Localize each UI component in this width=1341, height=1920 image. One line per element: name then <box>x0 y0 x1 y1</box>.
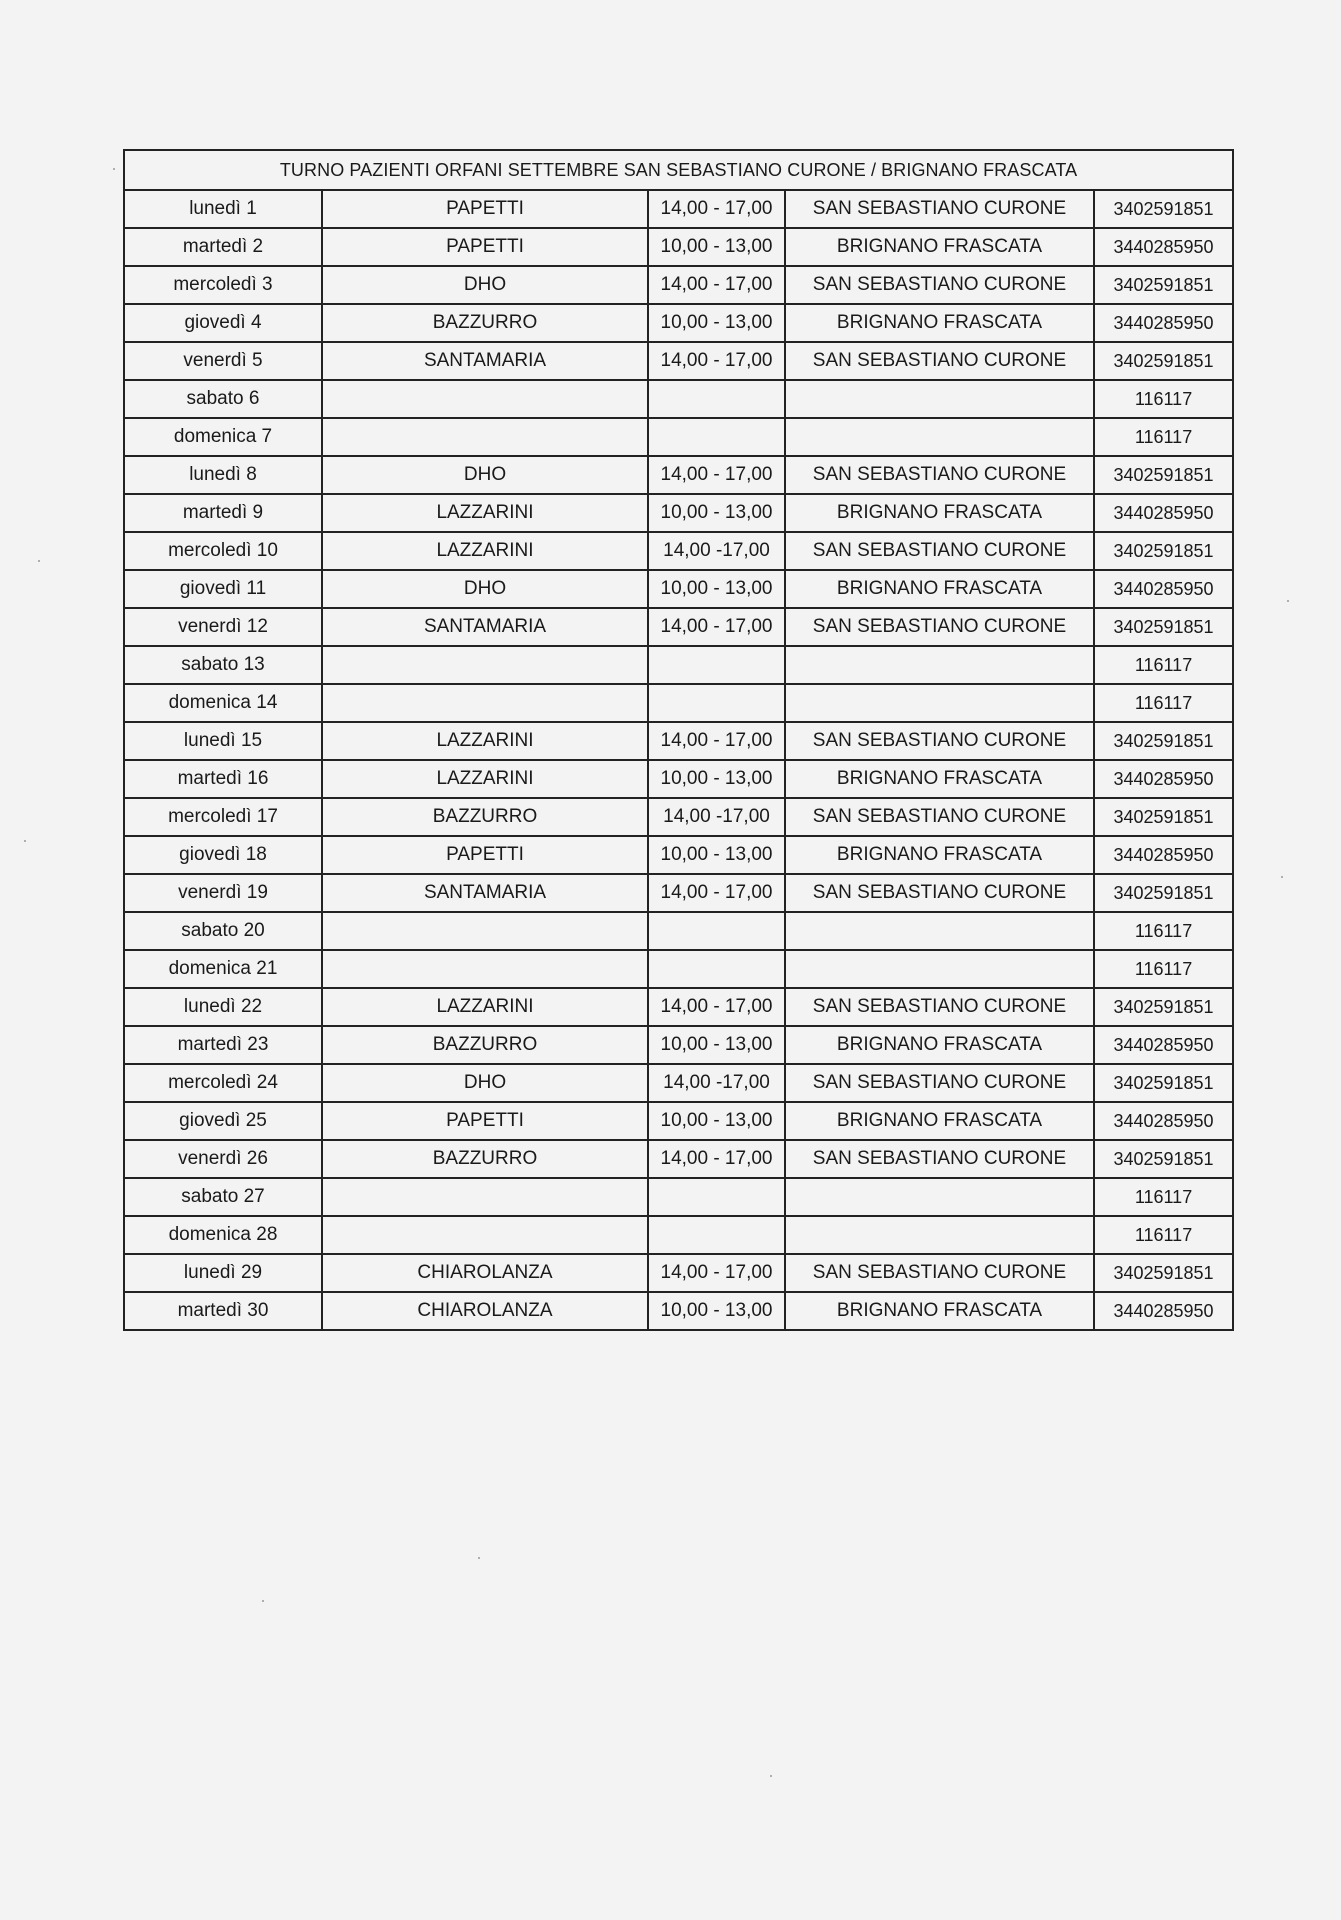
doctor-cell <box>322 912 648 950</box>
location-cell: SAN SEBASTIANO CURONE <box>785 1254 1094 1292</box>
hours-cell <box>648 1178 785 1216</box>
scan-speck <box>262 1600 264 1602</box>
table-row <box>124 684 1233 722</box>
location-cell <box>785 1216 1094 1254</box>
day-cell: sabato 27 <box>124 1178 322 1216</box>
day-cell: lunedì 8 <box>124 456 322 494</box>
phone-cell: 3402591851 <box>1094 1064 1233 1102</box>
day-cell: domenica 14 <box>124 684 322 722</box>
location-cell: BRIGNANO FRASCATA <box>785 228 1094 266</box>
phone-cell: 3402591851 <box>1094 874 1233 912</box>
day-cell: sabato 20 <box>124 912 322 950</box>
day-cell: giovedì 25 <box>124 1102 322 1140</box>
title-row <box>124 150 1233 190</box>
doctor-cell: BAZZURRO <box>322 798 648 836</box>
schedule-body <box>124 150 1233 1330</box>
phone-cell: 116117 <box>1094 1178 1233 1216</box>
phone-cell: 3440285950 <box>1094 304 1233 342</box>
phone-cell: 3440285950 <box>1094 1026 1233 1064</box>
table-row <box>124 380 1233 418</box>
hours-cell: 10,00 - 13,00 <box>648 1102 785 1140</box>
doctor-cell: BAZZURRO <box>322 1140 648 1178</box>
location-cell: BRIGNANO FRASCATA <box>785 836 1094 874</box>
hours-cell: 10,00 - 13,00 <box>648 1026 785 1064</box>
day-cell: lunedì 29 <box>124 1254 322 1292</box>
location-cell: SAN SEBASTIANO CURONE <box>785 532 1094 570</box>
table-row <box>124 646 1233 684</box>
doctor-cell <box>322 418 648 456</box>
day-cell: venerdì 19 <box>124 874 322 912</box>
table-row <box>124 1292 1233 1330</box>
hours-cell: 14,00 - 17,00 <box>648 988 785 1026</box>
scan-speck <box>478 1557 480 1559</box>
day-cell: giovedì 4 <box>124 304 322 342</box>
scan-speck <box>1287 600 1289 602</box>
hours-cell <box>648 418 785 456</box>
day-cell: sabato 13 <box>124 646 322 684</box>
location-cell: SAN SEBASTIANO CURONE <box>785 266 1094 304</box>
phone-cell: 3440285950 <box>1094 494 1233 532</box>
phone-cell: 116117 <box>1094 418 1233 456</box>
hours-cell <box>648 950 785 988</box>
day-cell: domenica 21 <box>124 950 322 988</box>
day-cell: mercoledì 17 <box>124 798 322 836</box>
day-cell: mercoledì 3 <box>124 266 322 304</box>
table-row <box>124 494 1233 532</box>
doctor-cell: LAZZARINI <box>322 760 648 798</box>
phone-cell: 3440285950 <box>1094 760 1233 798</box>
doctor-cell <box>322 646 648 684</box>
day-cell: lunedì 22 <box>124 988 322 1026</box>
doctor-cell: CHIAROLANZA <box>322 1254 648 1292</box>
phone-cell: 3440285950 <box>1094 836 1233 874</box>
hours-cell: 10,00 - 13,00 <box>648 1292 785 1330</box>
hours-cell: 10,00 - 13,00 <box>648 304 785 342</box>
doctor-cell: SANTAMARIA <box>322 342 648 380</box>
table-row <box>124 760 1233 798</box>
doctor-cell: BAZZURRO <box>322 1026 648 1064</box>
table-row <box>124 1178 1233 1216</box>
doctor-cell: LAZZARINI <box>322 494 648 532</box>
table-row <box>124 342 1233 380</box>
day-cell: giovedì 18 <box>124 836 322 874</box>
location-cell: SAN SEBASTIANO CURONE <box>785 342 1094 380</box>
day-cell: mercoledì 24 <box>124 1064 322 1102</box>
hours-cell: 10,00 - 13,00 <box>648 760 785 798</box>
hours-cell: 14,00 - 17,00 <box>648 190 785 228</box>
location-cell: SAN SEBASTIANO CURONE <box>785 722 1094 760</box>
phone-cell: 3402591851 <box>1094 988 1233 1026</box>
table-row <box>124 836 1233 874</box>
phone-cell: 3402591851 <box>1094 456 1233 494</box>
document-title: TURNO PAZIENTI ORFANI SETTEMBRE SAN SEBASTIANO CURONE / BRIGNANO FRASCATA <box>124 150 1233 190</box>
hours-cell <box>648 912 785 950</box>
hours-cell: 14,00 - 17,00 <box>648 456 785 494</box>
hours-cell: 10,00 - 13,00 <box>648 228 785 266</box>
day-cell: domenica 7 <box>124 418 322 456</box>
doctor-cell <box>322 380 648 418</box>
hours-cell <box>648 646 785 684</box>
table-row <box>124 1140 1233 1178</box>
location-cell: BRIGNANO FRASCATA <box>785 1102 1094 1140</box>
location-cell: SAN SEBASTIANO CURONE <box>785 798 1094 836</box>
scan-speck <box>113 168 115 170</box>
location-cell: BRIGNANO FRASCATA <box>785 1292 1094 1330</box>
hours-cell: 14,00 -17,00 <box>648 532 785 570</box>
scan-speck <box>24 840 26 842</box>
hours-cell: 14,00 - 17,00 <box>648 1140 785 1178</box>
phone-cell: 116117 <box>1094 380 1233 418</box>
doctor-cell: DHO <box>322 570 648 608</box>
doctor-cell: PAPETTI <box>322 190 648 228</box>
location-cell: BRIGNANO FRASCATA <box>785 494 1094 532</box>
doctor-cell: LAZZARINI <box>322 988 648 1026</box>
hours-cell <box>648 380 785 418</box>
phone-cell: 116117 <box>1094 1216 1233 1254</box>
scan-speck <box>770 1775 772 1777</box>
phone-cell: 3402591851 <box>1094 1140 1233 1178</box>
hours-cell: 10,00 - 13,00 <box>648 836 785 874</box>
phone-cell: 3402591851 <box>1094 722 1233 760</box>
doctor-cell: DHO <box>322 1064 648 1102</box>
hours-cell: 14,00 - 17,00 <box>648 342 785 380</box>
day-cell: venerdì 26 <box>124 1140 322 1178</box>
phone-cell: 3402591851 <box>1094 1254 1233 1292</box>
location-cell: SAN SEBASTIANO CURONE <box>785 988 1094 1026</box>
location-cell: SAN SEBASTIANO CURONE <box>785 456 1094 494</box>
schedule-table <box>123 149 1234 1331</box>
table-row <box>124 798 1233 836</box>
table-row <box>124 874 1233 912</box>
doctor-cell: BAZZURRO <box>322 304 648 342</box>
hours-cell: 14,00 - 17,00 <box>648 1254 785 1292</box>
doctor-cell <box>322 1178 648 1216</box>
hours-cell: 14,00 - 17,00 <box>648 608 785 646</box>
table-row <box>124 190 1233 228</box>
table-row <box>124 1064 1233 1102</box>
day-cell: domenica 28 <box>124 1216 322 1254</box>
location-cell: BRIGNANO FRASCATA <box>785 1026 1094 1064</box>
table-row <box>124 456 1233 494</box>
location-cell: SAN SEBASTIANO CURONE <box>785 190 1094 228</box>
hours-cell <box>648 684 785 722</box>
hours-cell: 14,00 - 17,00 <box>648 722 785 760</box>
day-cell: giovedì 11 <box>124 570 322 608</box>
hours-cell: 10,00 - 13,00 <box>648 570 785 608</box>
table-row <box>124 532 1233 570</box>
phone-cell: 3440285950 <box>1094 570 1233 608</box>
doctor-cell: PAPETTI <box>322 836 648 874</box>
table-row <box>124 1216 1233 1254</box>
doctor-cell <box>322 1216 648 1254</box>
scan-speck <box>1281 876 1283 878</box>
table-row <box>124 1102 1233 1140</box>
location-cell <box>785 380 1094 418</box>
table-row <box>124 722 1233 760</box>
table-row <box>124 988 1233 1026</box>
location-cell: BRIGNANO FRASCATA <box>785 760 1094 798</box>
location-cell: SAN SEBASTIANO CURONE <box>785 874 1094 912</box>
table-row <box>124 418 1233 456</box>
location-cell <box>785 646 1094 684</box>
phone-cell: 3402591851 <box>1094 798 1233 836</box>
location-cell <box>785 1178 1094 1216</box>
table-row <box>124 1254 1233 1292</box>
doctor-cell: DHO <box>322 456 648 494</box>
phone-cell: 116117 <box>1094 950 1233 988</box>
location-cell: SAN SEBASTIANO CURONE <box>785 1140 1094 1178</box>
day-cell: lunedì 1 <box>124 190 322 228</box>
phone-cell: 3402591851 <box>1094 266 1233 304</box>
table-row <box>124 950 1233 988</box>
doctor-cell: PAPETTI <box>322 1102 648 1140</box>
location-cell: SAN SEBASTIANO CURONE <box>785 1064 1094 1102</box>
table-row <box>124 912 1233 950</box>
scan-speck <box>38 560 40 562</box>
day-cell: martedì 9 <box>124 494 322 532</box>
table-row <box>124 304 1233 342</box>
phone-cell: 3402591851 <box>1094 342 1233 380</box>
doctor-cell: LAZZARINI <box>322 722 648 760</box>
doctor-cell: CHIAROLANZA <box>322 1292 648 1330</box>
location-cell <box>785 684 1094 722</box>
table-row <box>124 266 1233 304</box>
hours-cell: 14,00 -17,00 <box>648 1064 785 1102</box>
phone-cell: 3440285950 <box>1094 1292 1233 1330</box>
doctor-cell: DHO <box>322 266 648 304</box>
doctor-cell: SANTAMARIA <box>322 874 648 912</box>
table-row <box>124 608 1233 646</box>
location-cell: SAN SEBASTIANO CURONE <box>785 608 1094 646</box>
day-cell: martedì 30 <box>124 1292 322 1330</box>
hours-cell <box>648 1216 785 1254</box>
day-cell: mercoledì 10 <box>124 532 322 570</box>
day-cell: martedì 23 <box>124 1026 322 1064</box>
day-cell: martedì 2 <box>124 228 322 266</box>
hours-cell: 14,00 - 17,00 <box>648 874 785 912</box>
phone-cell: 3402591851 <box>1094 608 1233 646</box>
phone-cell: 3402591851 <box>1094 532 1233 570</box>
phone-cell: 3402591851 <box>1094 190 1233 228</box>
location-cell: BRIGNANO FRASCATA <box>785 570 1094 608</box>
phone-cell: 116117 <box>1094 646 1233 684</box>
location-cell <box>785 418 1094 456</box>
day-cell: martedì 16 <box>124 760 322 798</box>
doctor-cell: SANTAMARIA <box>322 608 648 646</box>
table-row <box>124 1026 1233 1064</box>
doctor-cell: PAPETTI <box>322 228 648 266</box>
table-row <box>124 228 1233 266</box>
phone-cell: 116117 <box>1094 912 1233 950</box>
phone-cell: 116117 <box>1094 684 1233 722</box>
doctor-cell <box>322 684 648 722</box>
doctor-cell: LAZZARINI <box>322 532 648 570</box>
phone-cell: 3440285950 <box>1094 1102 1233 1140</box>
day-cell: lunedì 15 <box>124 722 322 760</box>
day-cell: sabato 6 <box>124 380 322 418</box>
table-row <box>124 570 1233 608</box>
location-cell: BRIGNANO FRASCATA <box>785 304 1094 342</box>
doctor-cell <box>322 950 648 988</box>
day-cell: venerdì 5 <box>124 342 322 380</box>
hours-cell: 10,00 - 13,00 <box>648 494 785 532</box>
location-cell <box>785 950 1094 988</box>
hours-cell: 14,00 - 17,00 <box>648 266 785 304</box>
location-cell <box>785 912 1094 950</box>
phone-cell: 3440285950 <box>1094 228 1233 266</box>
day-cell: venerdì 12 <box>124 608 322 646</box>
hours-cell: 14,00 -17,00 <box>648 798 785 836</box>
